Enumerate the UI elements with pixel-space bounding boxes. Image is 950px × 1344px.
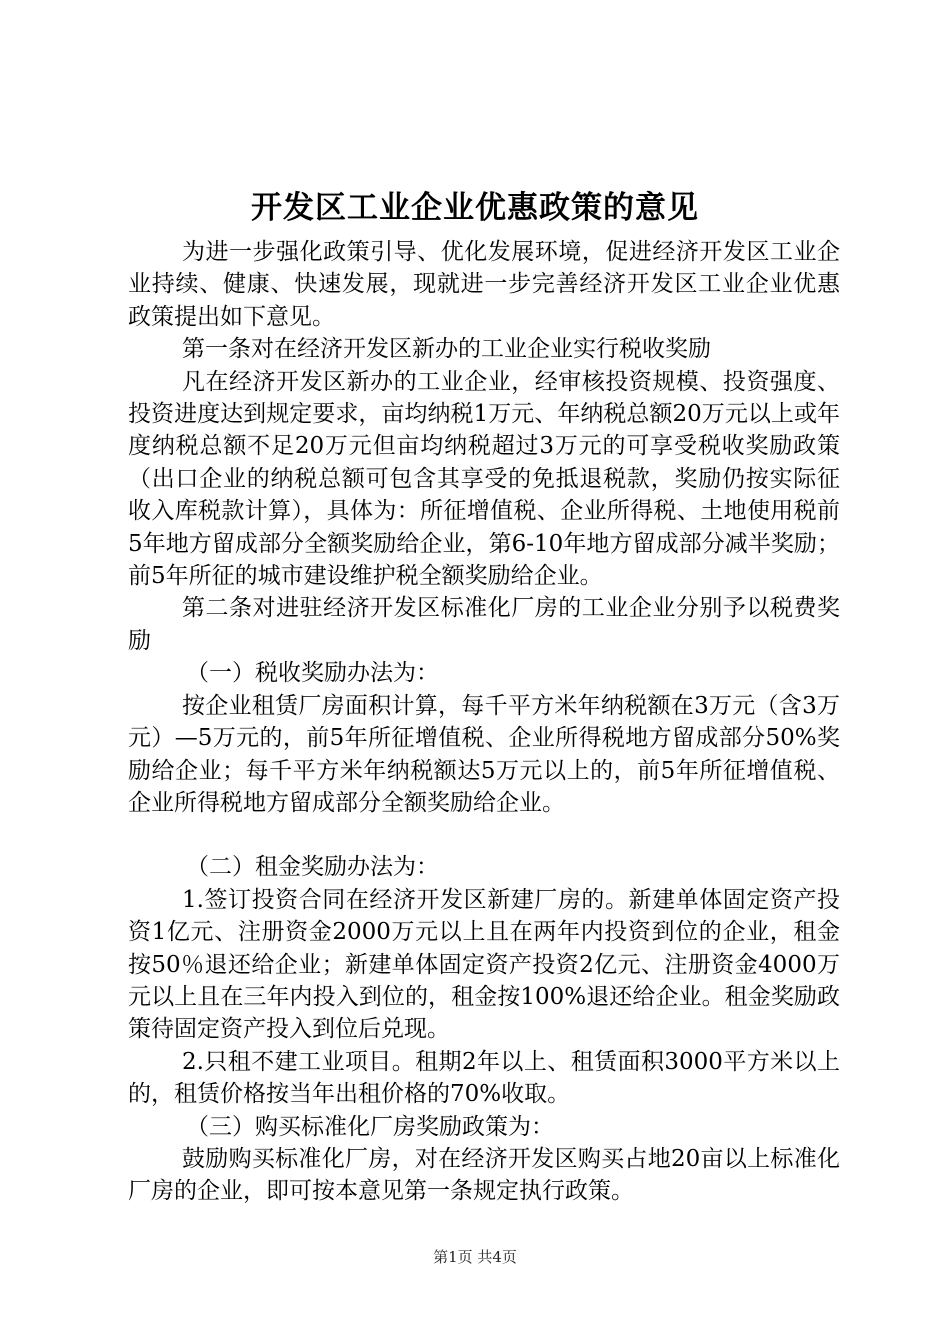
- heading-article-2: 第二条对进驻经济开发区标准化厂房的工业企业分别予以税费奖励: [128, 595, 840, 654]
- document-body: [128, 236, 840, 1208]
- heading-purchase-reward: （三）购买标准化厂房奖励政策为：: [186, 1113, 554, 1140]
- heading-tax-reward: （一）税收奖励办法为：: [186, 660, 439, 687]
- heading-rent-reward: （二）租金奖励办法为：: [186, 854, 439, 881]
- paragraph-rent-item-1: 1.签订投资合同在经济开发区新建厂房的。新建单体固定资产投资1亿元、注册资金2000万元以上且在两年内投资到位的企业，租金按50％退还给企业；新建单体固定资产投资2亿元、注册资金4000万元以上且在三年内投入到位的，租金按100%退还给企业。租金奖励政策待固定资产投入到位后兑现。: [128, 886, 840, 1043]
- heading-article-1: 第一条对在经济开发区新办的工业企业实行税收奖励: [182, 336, 711, 363]
- paragraph-article-1: 凡在经济开发区新办的工业企业，经审核投资规模、投资强度、投资进度达到规定要求，亩均纳税1万元、年纳税总额20万元以上或年度纳税总额不足20万元但亩均纳税超过3万元的可享受税收奖励政策（出口企业的纳税总额可包含其享受的免抵退税款，奖励仍按实际征收入库税款计算），具体为：所征增值税、企业所得税、土地使用税前5年地方留成部分全额奖励给企业，第6-10年地方留成部分减半奖励；前5年所征的城市建设维护税全额奖励给企业。: [128, 368, 840, 590]
- document-title: 开发区工业企业优惠政策的意见: [251, 190, 699, 226]
- page-number-footer: 第1页 共4页: [433, 1248, 517, 1266]
- paragraph-tax-reward: 按企业租赁厂房面积计算，每千平方米年纳税额在3万元（含3万元）—5万元的，前5年所征增值税、企业所得税地方留成部分50%奖励给企业；每千平方米年纳税额达5万元以上的，前5年所征增值税、企业所得税地方留成部分全额奖励给企业。: [128, 692, 840, 816]
- paragraph-rent-item-2: 2.只租不建工业项目。租期2年以上、租赁面积3000平方米以上的，租赁价格按当年出租价格的70%收取。: [128, 1048, 840, 1108]
- paragraph-purchase-reward: 鼓励购买标准化厂房，对在经济开发区购买占地20亩以上标准化厂房的企业，即可按本意见第一条规定执行政策。: [128, 1145, 840, 1205]
- paragraph-intro: 为进一步强化政策引导、优化发展环境，促进经济开发区工业企业持续、健康、快速发展，现就进一步完善经济开发区工业企业优惠政策提出如下意见。: [128, 239, 840, 330]
- blank-line: [128, 819, 840, 851]
